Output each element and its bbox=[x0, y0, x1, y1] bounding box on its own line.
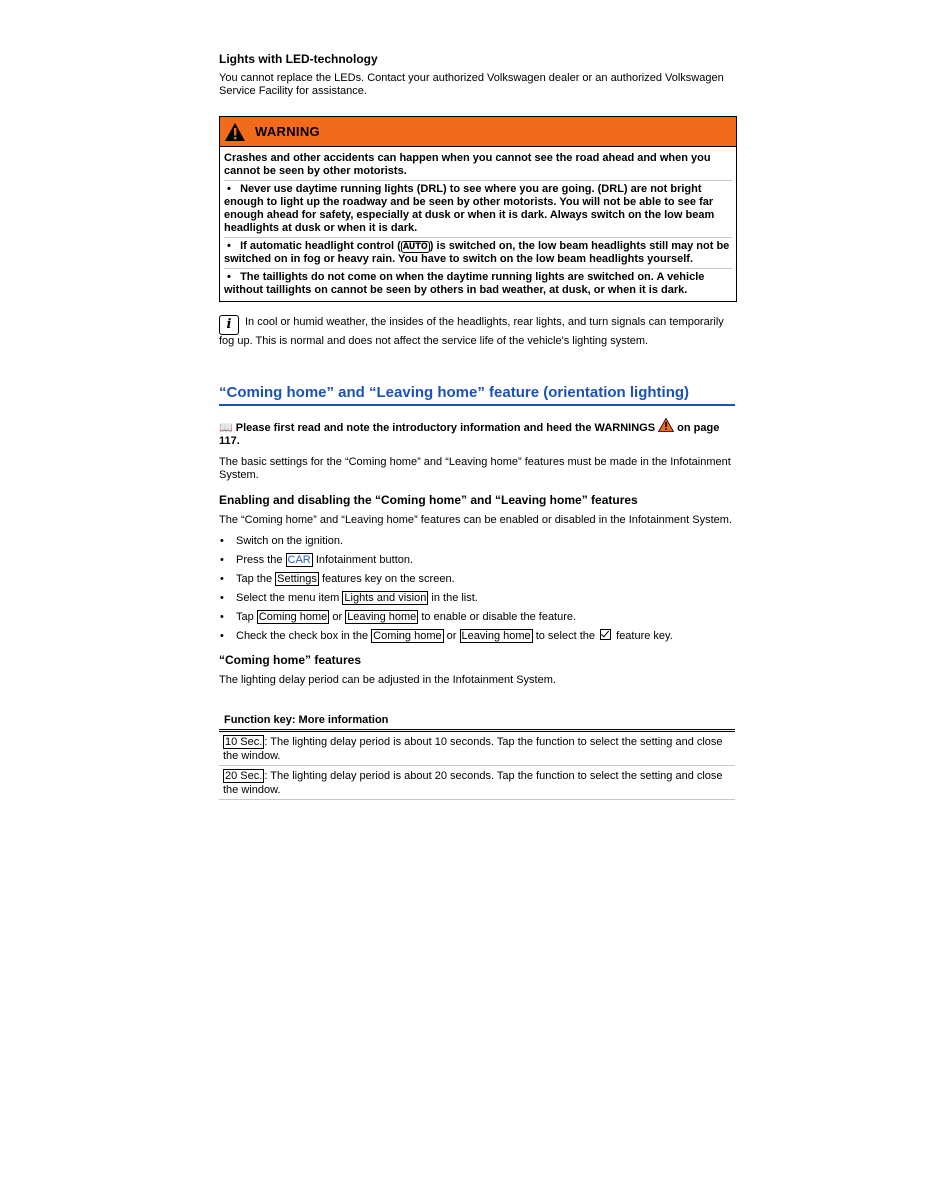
step-text: Tap the bbox=[236, 573, 276, 585]
info-note bbox=[219, 315, 735, 348]
warning-triangle-icon bbox=[658, 418, 674, 432]
section-title: “Coming home” and “Leaving home” feature (orientation lighting) bbox=[219, 384, 735, 406]
steps-list bbox=[219, 532, 735, 646]
table-header: Function key: More information bbox=[224, 714, 389, 726]
list-item bbox=[219, 608, 735, 627]
warning-intro: Crashes and other accidents can happen when you cannot see the road ahead and when you cannot be seen by other motorists. bbox=[224, 150, 732, 181]
info-note-text: In cool or humid weather, the insides of the headlights, rear lights, and turn signals can temporarily fog up. This is normal and does not affect the service life of the vehicle's lighting system. bbox=[219, 316, 724, 347]
twenty-sec-key[interactable]: 20 Sec. bbox=[225, 770, 263, 782]
step-text: Infotainment button. bbox=[312, 554, 414, 566]
warning-item-text: Never use daytime running lights (DRL) to see where you are going. (DRL) are not bright enough to light up the roadway and be seen by other motorists. You will not be able to see far enough ahead for safety, especially at dusk or when it is dark. Always switch on the low beam headlights at dusk or when it is dark. bbox=[224, 183, 715, 234]
section-content bbox=[219, 418, 735, 687]
list-item bbox=[219, 551, 735, 570]
list-item bbox=[219, 589, 735, 608]
car-button-key[interactable]: CAR bbox=[287, 554, 311, 566]
coming-home-key[interactable]: Coming home bbox=[258, 611, 328, 623]
reference-text: Please first read and note the introductory information and heed the WARNINGS bbox=[235, 422, 656, 434]
warning-title: WARNING bbox=[255, 124, 320, 139]
step-text: features key on the screen. bbox=[318, 573, 455, 585]
step-text: feature key. bbox=[613, 630, 673, 642]
step-text: Check the check box in the bbox=[236, 630, 372, 642]
checkbox-checked-icon bbox=[600, 629, 611, 640]
table-cell-text: : The lighting delay period is about 20 seconds. Tap the function to select the setting and close the window. bbox=[223, 770, 723, 796]
warning-item: • The taillights do not come on when the daytime running lights are switched on. A vehicle without taillights on cannot be seen by others in bad weather, at dusk, or when it is dark. bbox=[224, 271, 705, 296]
leaving-home-key[interactable]: Leaving home bbox=[461, 630, 531, 642]
list-item bbox=[219, 627, 735, 646]
step-text: Press the bbox=[236, 554, 286, 566]
basic-settings-text: The basic settings for the “Coming home” and “Leaving home” features must be made in the Infotainment System. bbox=[219, 456, 731, 481]
warning-item: • Never use daytime running lights (DRL) to see where you are going. (DRL) are not bright enough to light up the roadway and be seen by other motorists. You will not be able to see far enough ahead for safety, especially at dusk or when it is dark. Always switch on the low beam headlights at dusk or when it is dark. bbox=[224, 181, 732, 238]
list-item bbox=[219, 532, 735, 551]
coming-home-key[interactable]: Coming home bbox=[373, 630, 442, 642]
warning-header bbox=[220, 117, 736, 147]
warning-item: • If automatic headlight control ( AUTO ) is switched on, the low beam headlights still may not be switched on in fog or heavy rain. You have to switch on the low beam headlights yourself. bbox=[224, 238, 732, 269]
step-text: or bbox=[443, 630, 460, 642]
step-text: in the list. bbox=[428, 592, 478, 604]
table-row bbox=[219, 732, 735, 766]
function-key-table bbox=[219, 711, 735, 800]
info-note-paragraph bbox=[219, 315, 735, 348]
subheading-enable-disable: Enabling and disabling the “Coming home” and “Leaving home” features bbox=[219, 493, 638, 507]
warning-body bbox=[220, 147, 736, 301]
leaving-home-key[interactable]: Leaving home bbox=[347, 611, 417, 623]
info-icon: i bbox=[219, 315, 239, 335]
intro-reference bbox=[219, 418, 735, 448]
lights-and-vision-key[interactable]: Lights and vision bbox=[344, 592, 427, 604]
led-heading: Lights with LED-technology bbox=[219, 52, 378, 66]
list-item bbox=[219, 570, 735, 589]
warning-triangle-icon bbox=[224, 122, 246, 142]
led-text: You cannot replace the LEDs. Contact your authorized Volkswagen dealer or an authorized Volkswagen Service Facility for assistance. bbox=[219, 72, 724, 97]
auto-headlight-icon: AUTO bbox=[402, 242, 428, 252]
step-text: Tap bbox=[236, 611, 257, 623]
step-text: to select the bbox=[532, 630, 599, 642]
warning-item-text: The taillights do not come on when the daytime running lights are switched on. A vehicle without taillights on cannot be seen by others in bad weather, at dusk, or when it is dark. bbox=[224, 271, 705, 296]
led-section bbox=[219, 52, 735, 98]
warning-item-text: If automatic headlight control ( bbox=[240, 240, 401, 252]
step-text: Switch on the ignition. bbox=[236, 535, 344, 547]
step-text: or bbox=[329, 611, 346, 623]
table-row bbox=[219, 766, 735, 800]
warning-box bbox=[219, 116, 737, 302]
warning-item-text: ) is switched on, the low beam headlights still may not be switched on in fog or heavy rain. You have to switch on the low beam headlights yourself. bbox=[224, 240, 730, 265]
settings-key[interactable]: Settings bbox=[277, 573, 317, 585]
coming-home-text: The lighting delay period can be adjusted in the Infotainment System. bbox=[219, 674, 556, 686]
ten-sec-key[interactable]: 10 Sec. bbox=[225, 736, 263, 748]
step-text: to enable or disable the feature. bbox=[418, 611, 577, 623]
step-text: Select the menu item bbox=[236, 592, 343, 604]
section-header bbox=[219, 384, 735, 406]
reference-page[interactable]: on page 117. bbox=[219, 422, 720, 447]
subheading-coming-home: “Coming home” features bbox=[219, 653, 362, 667]
table-cell-text: : The lighting delay period is about 10 seconds. Tap the function to select the setting and close the window. bbox=[223, 736, 723, 762]
enable-disable-text: The “Coming home” and “Leaving home” features can be enabled or disabled in the Infotainment System. bbox=[219, 514, 733, 526]
book-icon: 📖 bbox=[219, 422, 233, 434]
